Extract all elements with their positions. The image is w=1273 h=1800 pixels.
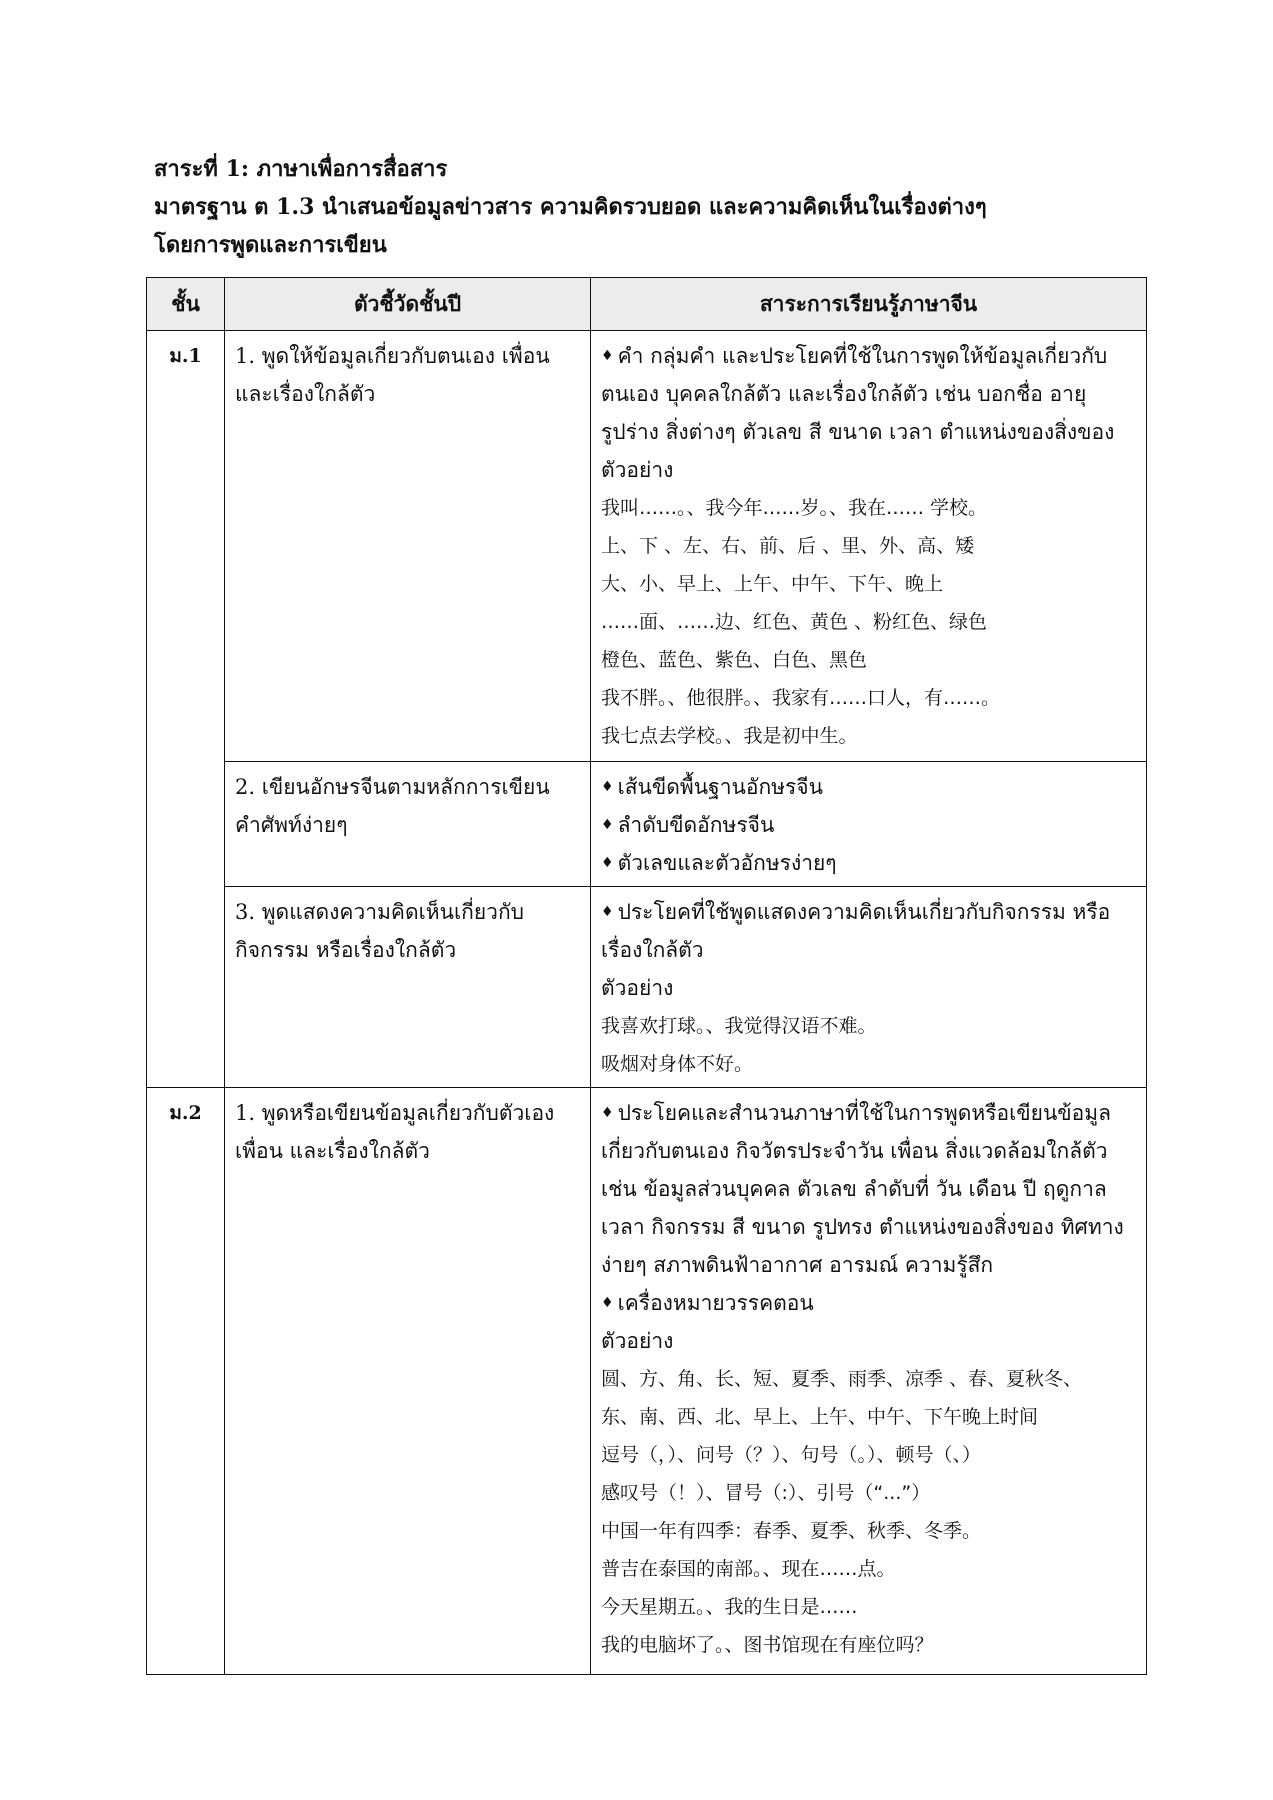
content-line: ♦ คำ กลุ่มคำ และประโยคที่ใช้ในการพูดให้ข้อมูลเกี่ยวกับ: [601, 344, 1108, 368]
diamond-bullet-icon: ♦: [601, 348, 614, 364]
diamond-bullet-icon: ♦: [601, 1105, 614, 1121]
indicator-cell: [225, 1088, 591, 1675]
diamond-bullet-icon: ♦: [601, 855, 614, 871]
level-cell: ม.2: [147, 1088, 225, 1675]
content-cell: [591, 1088, 1147, 1675]
chinese-example: 上、下 、左、右、前、后 、里、外、高、矮: [601, 535, 975, 557]
indicator-line: 3. พูดแสดงความคิดเห็นเกี่ยวกับ: [235, 900, 525, 924]
content-line: เรื่องใกล้ตัว: [601, 938, 704, 962]
chinese-example: 我不胖。、他很胖。、我家有……口人，有……。: [601, 687, 1001, 709]
indicator-line: 1. พูดให้ข้อมูลเกี่ยวกับตนเอง เพื่อน: [235, 344, 550, 368]
table-row: [147, 762, 1147, 887]
content-line: ง่ายๆ สภาพดินฟ้าอากาศ อารมณ์ ความรู้สึก: [601, 1253, 994, 1277]
chinese-example: 我叫……。、我今年……岁。、我在…… 学校。: [601, 497, 988, 519]
chinese-example: 我七点去学校。、我是初中生。: [601, 725, 858, 747]
diamond-bullet-icon: ♦: [601, 779, 614, 795]
chinese-example: 感叹号（！）、冒号（:）、引号（“...”）: [601, 1482, 931, 1504]
indicator-line: เพื่อน และเรื่องใกล้ตัว: [235, 1139, 430, 1163]
chinese-example: 我的电脑坏了。、图书馆现在有座位吗？: [601, 1634, 934, 1656]
content-line: เช่น ข้อมูลส่วนบุคคล ตัวเลข ลำดับที่ วัน เดือน ปี ฤดูกาล: [601, 1177, 1107, 1201]
chinese-example: 我喜欢打球。、我觉得汉语不难。: [601, 1015, 877, 1037]
content-line: ♦ ลำดับขีดอักษรจีน: [601, 813, 775, 837]
content-line: ♦ เครื่องหมายวรรคตอน: [601, 1291, 814, 1315]
content-line: รูปร่าง สิ่งต่างๆ ตัวเลข สี ขนาด เวลา ตำแหน่งของสิ่งของ: [601, 420, 1115, 444]
curriculum-table: [146, 277, 1147, 1675]
indicator-line: กิจกรรม หรือเรื่องใกล้ตัว: [235, 938, 457, 962]
indicator-line: คำศัพท์ง่ายๆ: [235, 813, 348, 837]
chinese-example: 中国一年有四季：春季、夏季、秋季、冬季。: [601, 1520, 982, 1542]
standard-title: มาตรฐาน ต 1.3 นำเสนอข้อมูลข่าวสาร ความคิดรวบยอด และความคิดเห็นในเรื่องต่างๆ: [154, 194, 987, 220]
diamond-bullet-icon: ♦: [601, 817, 614, 833]
diamond-bullet-icon: ♦: [601, 904, 614, 920]
table-header-row: [147, 278, 1147, 331]
content-line: เกี่ยวกับตนเอง กิจวัตรประจำวัน เพื่อน สิ่งแวดล้อมใกล้ตัว: [601, 1139, 1108, 1163]
content-line: ♦ ตัวเลขและตัวอักษรง่ายๆ: [601, 851, 837, 875]
chinese-example: 圆、方、角、长、短、夏季、雨季、凉季 、春、夏秋冬、: [601, 1368, 1083, 1390]
chinese-example: 吸烟对身体不好。: [601, 1053, 754, 1075]
strand-title: สาระที่ 1: ภาษาเพื่อการสื่อสาร: [154, 156, 448, 182]
table-row: [147, 887, 1147, 1088]
content-cell: [591, 762, 1147, 887]
chinese-example: 大、小、早上、上午、中午、下午、晚上: [601, 573, 944, 595]
standard-title-continued: โดยการพูดและการเขียน: [154, 232, 387, 258]
indicator-cell: [225, 331, 591, 762]
content-line: ♦ ประโยคและสำนวนภาษาที่ใช้ในการพูดหรือเขียนข้อมูล: [601, 1101, 1111, 1125]
content-line: ♦ ประโยคที่ใช้พูดแสดงความคิดเห็นเกี่ยวกับกิจกรรม หรือ: [601, 900, 1111, 924]
indicator-cell: [225, 887, 591, 1088]
example-label: ตัวอย่าง: [601, 458, 674, 482]
header-indicator: ตัวชี้วัดชั้นปี: [225, 278, 591, 331]
chinese-example: 橙色、蓝色、紫色、白色、黑色: [601, 649, 868, 671]
table-row: [147, 1088, 1147, 1675]
indicator-line: 1. พูดหรือเขียนข้อมูลเกี่ยวกับตัวเอง: [235, 1101, 555, 1125]
chinese-example: 逗号（，）、问号（？）、句号（。）、顿号（、）: [601, 1444, 982, 1466]
example-label: ตัวอย่าง: [601, 976, 674, 1000]
content-line: ♦ เส้นขีดพื้นฐานอักษรจีน: [601, 775, 823, 799]
indicator-line: และเรื่องใกล้ตัว: [235, 382, 376, 406]
chinese-example: ……面、……边、红色、黄色 、粉红色、绿色: [601, 611, 988, 633]
chinese-example: 东、南、西、北、早上、上午、中午、下午晚上时间: [601, 1406, 1039, 1428]
diamond-bullet-icon: ♦: [601, 1295, 614, 1311]
table-row: [147, 331, 1147, 762]
content-line: เวลา กิจกรรม สี ขนาด รูปทรง ตำแหน่งของสิ่งของ ทิศทาง: [601, 1215, 1124, 1239]
indicator-line: 2. เขียนอักษรจีนตามหลักการเขียน: [235, 775, 550, 799]
header-level: ชั้น: [147, 278, 225, 331]
content-cell: [591, 331, 1147, 762]
content-cell: [591, 887, 1147, 1088]
document-header: [154, 150, 1154, 264]
chinese-example: 普吉在泰国的南部。、现在……点。: [601, 1558, 896, 1580]
level-cell: ม.1: [147, 331, 225, 1088]
example-label: ตัวอย่าง: [601, 1329, 674, 1353]
header-content: สาระการเรียนรู้ภาษาจีน: [591, 278, 1147, 331]
indicator-cell: [225, 762, 591, 887]
content-line: ตนเอง บุคคลใกล้ตัว และเรื่องใกล้ตัว เช่น บอกชื่อ อายุ: [601, 382, 1087, 406]
chinese-example: 今天星期五。、我的生日是……: [601, 1596, 858, 1618]
